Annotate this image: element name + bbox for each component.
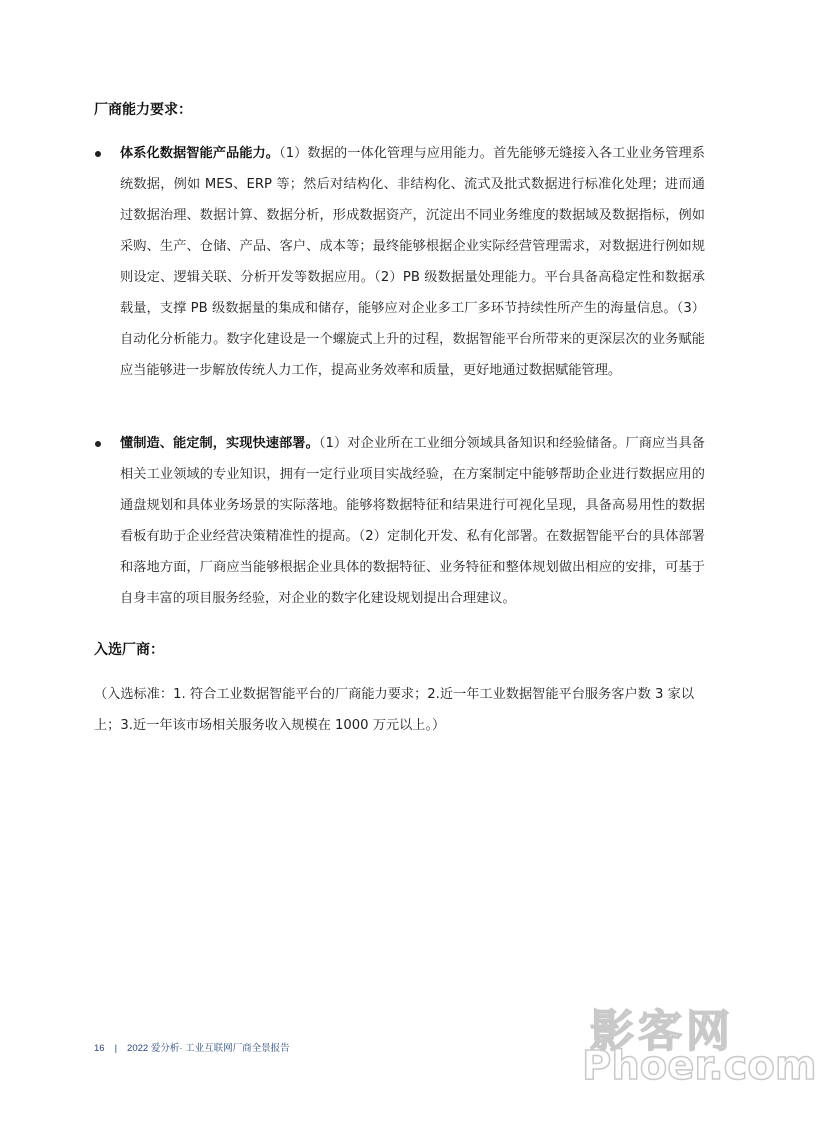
watermark-cn: 影客网 — [590, 1006, 734, 1057]
selected-vendors-heading: 入选厂商： — [94, 642, 164, 658]
selection-criteria: （入选标准：1. 符合工业数据智能平台的厂商能力要求；2.近一年工业数据智能平台服务客户数 3 家以上；3.近一年该市场相关服务收入规模在 1000 万元以上。） — [94, 687, 695, 733]
footer-separator: | — [114, 1043, 118, 1054]
watermark-en: Phoer.com — [582, 1043, 817, 1089]
requirement-item-body: （1）对企业所在工业细分领域具备知识和经验储备。厂商应当具备相关工业领域的专业知识，拥有一定行业项目实战经验，在方案制定中能够帮助企业进行数据应用的通盘规划和具体业务场景的实际落地。能够将数据特征和结果进行可视化呈现，具备高易用性的数据看板有助于企业经营决策精准性的提高。（2）定制化开发、私有化部署。在数据智能平台的具体部署和落地方面，厂商应当能够根据企业具体的数据特征、业务特征和整体规划做出相应的安排，可基于自身丰富的项目服务经验，对企业的数字化建设规划提出合理建议。 — [120, 436, 705, 606]
report-title: 2022 爱分析· 工业互联网厂商全景报告 — [127, 1043, 290, 1054]
bullet-icon — [95, 441, 101, 447]
requirement-item-body: （1）数据的一体化管理与应用能力。首先能够无缝接入各工业业务管理系统数据，例如 MES、ERP 等；然后对结构化、非结构化、流式及批式数据进行标准化处理；进而通过数据治理、数据计算、数据分析，形成数据资产，沉淀出不同业务维度的数据域及数据指标，例如采购、生产、仓储、产品、客户、成本等；最终能够根据企业实际经营管理需求，对数据进行例如规则设定、逻辑关联、分析开发等数据应用。（2）PB 级数据量处理能力。平台具备高稳定性和数据承载量，支撑 PB 级数据量的集成和储存，能够应对企业多工厂多环节持续性所产生的海量信息。（3）自动化分析能力。数字化建设是一个螺旋式上升的过程，数据智能平台所带来的更深层次的业务赋能应当能够进一步解放传统人力工作，提高业务效率和质量，更好地通过数据赋能管理。 — [120, 146, 705, 378]
requirement-item — [120, 138, 705, 386]
watermark-logo — [580, 995, 817, 1090]
requirement-item-title: 懂制造、能定制，实现快速部署。 — [120, 436, 319, 451]
bullet-icon — [95, 151, 101, 157]
page-footer — [94, 1040, 290, 1054]
requirement-item — [120, 428, 705, 614]
page-number: 16 — [94, 1043, 105, 1054]
requirements-heading: 厂商能力要求： — [94, 102, 192, 118]
requirement-item-title: 体系化数据智能产品能力。 — [120, 146, 280, 161]
